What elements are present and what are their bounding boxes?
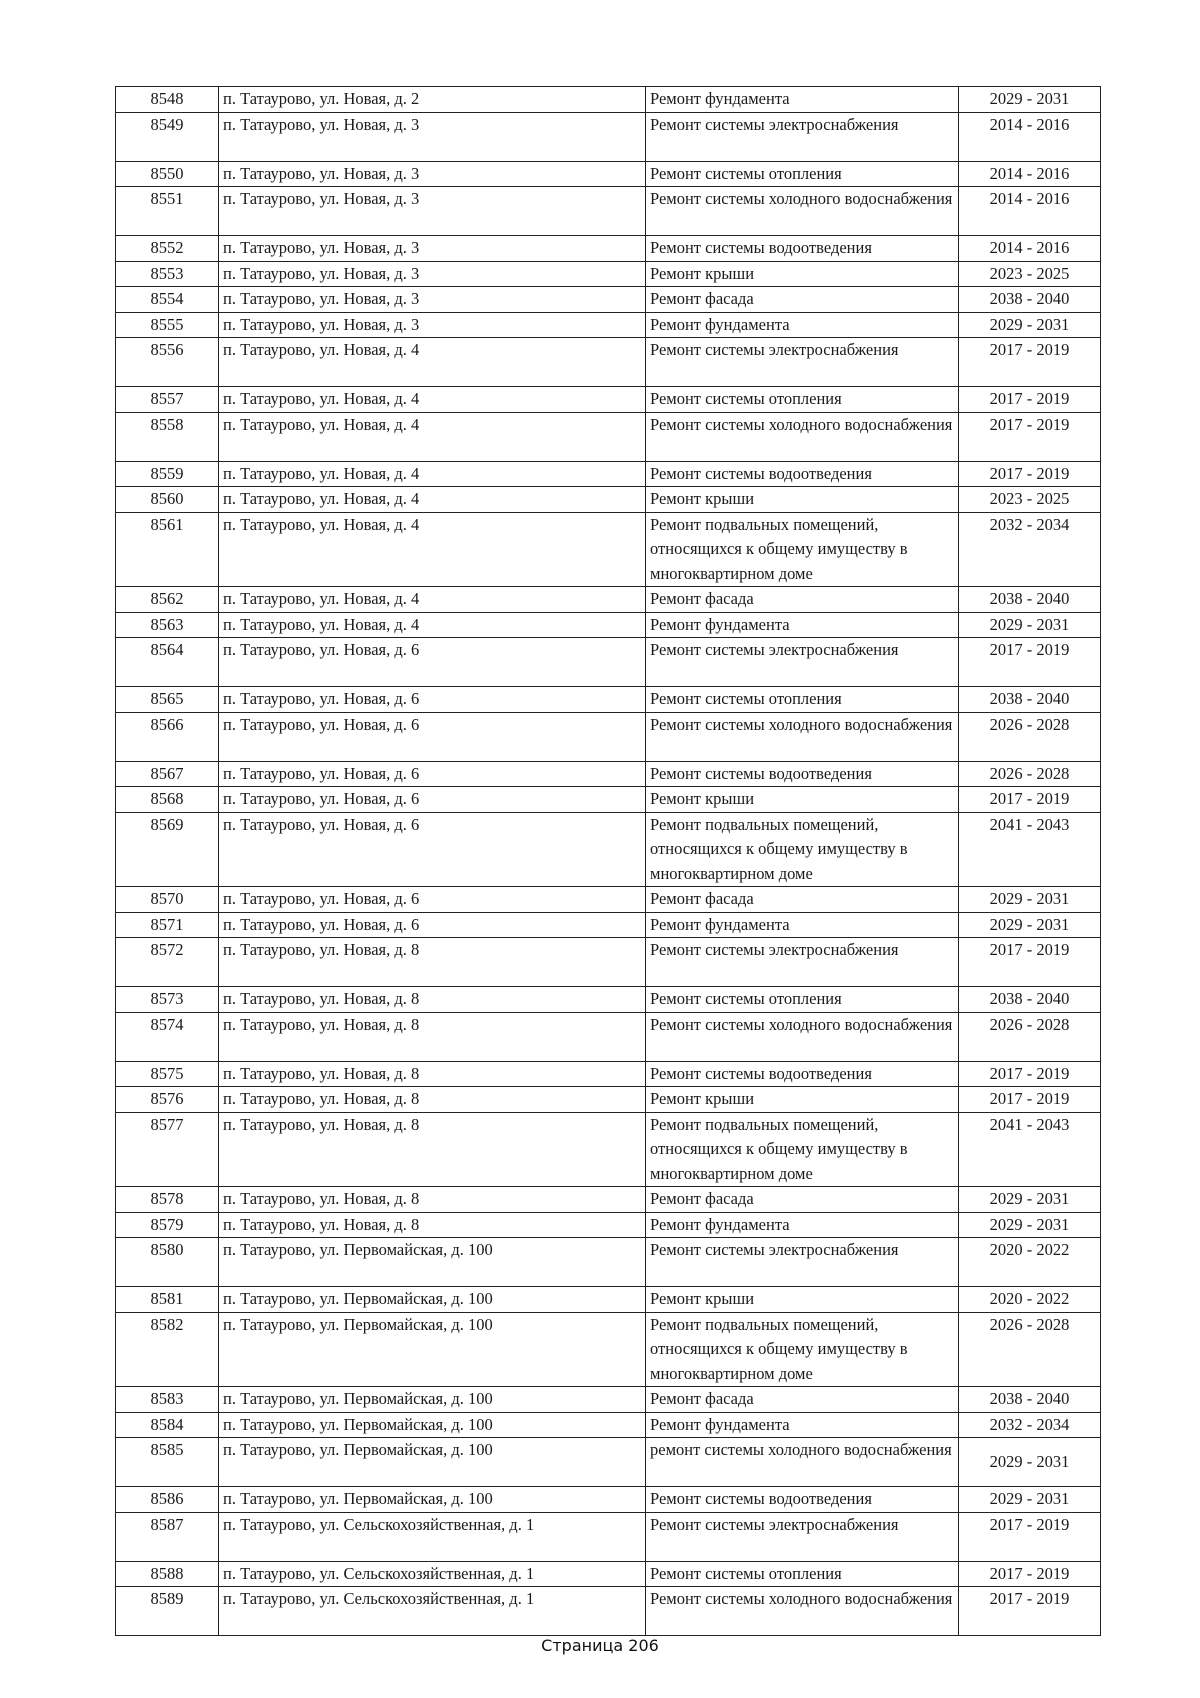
row-period: 2038 - 2040 — [959, 587, 1101, 613]
table-row — [116, 1187, 1101, 1213]
row-period: 2029 - 2031 — [959, 1187, 1101, 1213]
row-work-type: ремонт системы холодного водоснабжения — [646, 1438, 959, 1487]
table-row — [116, 112, 1101, 161]
row-work-type: Ремонт фасада — [646, 887, 959, 913]
table-row — [116, 1238, 1101, 1287]
table-row — [116, 638, 1101, 687]
table-row — [116, 938, 1101, 987]
row-address: п. Татаурово, ул. Новая, д. 8 — [219, 1087, 646, 1113]
row-address: п. Татаурово, ул. Первомайская, д. 100 — [219, 1312, 646, 1387]
row-period: 2017 - 2019 — [959, 638, 1101, 687]
table-row — [116, 1487, 1101, 1513]
row-number: 8549 — [116, 112, 219, 161]
row-address: п. Татаурово, ул. Сельскохозяйственная, д. 1 — [219, 1512, 646, 1561]
table-row — [116, 887, 1101, 913]
row-address: п. Татаурово, ул. Сельскохозяйственная, д. 1 — [219, 1561, 646, 1587]
row-work-type: Ремонт крыши — [646, 1287, 959, 1313]
row-period: 2020 - 2022 — [959, 1287, 1101, 1313]
row-address: п. Татаурово, ул. Новая, д. 3 — [219, 187, 646, 236]
row-number: 8578 — [116, 1187, 219, 1213]
row-period: 2029 - 2031 — [959, 887, 1101, 913]
table-row — [116, 87, 1101, 113]
table-row — [116, 1012, 1101, 1061]
row-work-type: Ремонт системы водоотведения — [646, 761, 959, 787]
row-work-type: Ремонт системы холодного водоснабжения — [646, 712, 959, 761]
row-work-type: Ремонт системы водоотведения — [646, 1061, 959, 1087]
row-period: 2014 - 2016 — [959, 161, 1101, 187]
table-row — [116, 1312, 1101, 1387]
row-number: 8573 — [116, 987, 219, 1013]
row-number: 8577 — [116, 1112, 219, 1187]
row-number: 8583 — [116, 1387, 219, 1413]
row-address: п. Татаурово, ул. Новая, д. 4 — [219, 461, 646, 487]
table-row — [116, 487, 1101, 513]
row-number: 8581 — [116, 1287, 219, 1313]
row-work-type: Ремонт системы холодного водоснабжения — [646, 1587, 959, 1636]
row-period: 2017 - 2019 — [959, 1061, 1101, 1087]
row-work-type: Ремонт системы холодного водоснабжения — [646, 187, 959, 236]
row-work-type: Ремонт системы холодного водоснабжения — [646, 412, 959, 461]
row-period: 2029 - 2031 — [959, 1438, 1101, 1487]
row-work-type: Ремонт системы холодного водоснабжения — [646, 1012, 959, 1061]
row-address: п. Татаурово, ул. Новая, д. 4 — [219, 587, 646, 613]
table-row — [116, 412, 1101, 461]
row-address: п. Татаурово, ул. Первомайская, д. 100 — [219, 1412, 646, 1438]
row-number: 8556 — [116, 338, 219, 387]
row-address: п. Татаурово, ул. Новая, д. 6 — [219, 687, 646, 713]
row-address: п. Татаурово, ул. Новая, д. 4 — [219, 412, 646, 461]
row-address: п. Татаурово, ул. Новая, д. 3 — [219, 287, 646, 313]
table-row — [116, 1061, 1101, 1087]
row-work-type: Ремонт подвальных помещений, относящихся к общему имуществу в многоквартирном доме — [646, 812, 959, 887]
row-period: 2017 - 2019 — [959, 387, 1101, 413]
table-row — [116, 812, 1101, 887]
row-address: п. Татаурово, ул. Новая, д. 8 — [219, 938, 646, 987]
row-work-type: Ремонт крыши — [646, 1087, 959, 1113]
row-period: 2029 - 2031 — [959, 1487, 1101, 1513]
table-row — [116, 712, 1101, 761]
row-period: 2038 - 2040 — [959, 687, 1101, 713]
row-address: п. Татаурово, ул. Новая, д. 6 — [219, 812, 646, 887]
row-work-type: Ремонт системы отопления — [646, 387, 959, 413]
row-period: 2017 - 2019 — [959, 412, 1101, 461]
row-number: 8559 — [116, 461, 219, 487]
row-number: 8588 — [116, 1561, 219, 1587]
row-number: 8557 — [116, 387, 219, 413]
row-work-type: Ремонт фундамента — [646, 912, 959, 938]
row-period: 2017 - 2019 — [959, 1587, 1101, 1636]
row-address: п. Татаурово, ул. Новая, д. 3 — [219, 312, 646, 338]
row-number: 8587 — [116, 1512, 219, 1561]
row-period: 2032 - 2034 — [959, 512, 1101, 587]
row-number: 8571 — [116, 912, 219, 938]
row-address: п. Татаурово, ул. Новая, д. 4 — [219, 612, 646, 638]
table-row — [116, 987, 1101, 1013]
row-address: п. Татаурово, ул. Новая, д. 6 — [219, 638, 646, 687]
row-period: 2026 - 2028 — [959, 712, 1101, 761]
table-row — [116, 236, 1101, 262]
row-work-type: Ремонт системы электроснабжения — [646, 338, 959, 387]
table-body — [116, 87, 1101, 1636]
row-period: 2014 - 2016 — [959, 236, 1101, 262]
table-row — [116, 1112, 1101, 1187]
row-period: 2017 - 2019 — [959, 1561, 1101, 1587]
row-period: 2038 - 2040 — [959, 287, 1101, 313]
table-row — [116, 612, 1101, 638]
row-period: 2026 - 2028 — [959, 1012, 1101, 1061]
row-period: 2017 - 2019 — [959, 1512, 1101, 1561]
row-period: 2026 - 2028 — [959, 761, 1101, 787]
row-number: 8575 — [116, 1061, 219, 1087]
row-period: 2029 - 2031 — [959, 312, 1101, 338]
row-address: п. Татаурово, ул. Сельскохозяйственная, д. 1 — [219, 1587, 646, 1636]
row-address: п. Татаурово, ул. Новая, д. 3 — [219, 261, 646, 287]
table-row — [116, 912, 1101, 938]
row-work-type: Ремонт фасада — [646, 287, 959, 313]
row-work-type: Ремонт системы отопления — [646, 161, 959, 187]
row-address: п. Татаурово, ул. Первомайская, д. 100 — [219, 1238, 646, 1287]
table-row — [116, 787, 1101, 813]
row-work-type: Ремонт крыши — [646, 261, 959, 287]
row-address: п. Татаурово, ул. Новая, д. 8 — [219, 1112, 646, 1187]
row-number: 8572 — [116, 938, 219, 987]
table-row — [116, 512, 1101, 587]
row-number: 8551 — [116, 187, 219, 236]
row-number: 8582 — [116, 1312, 219, 1387]
row-number: 8569 — [116, 812, 219, 887]
row-work-type: Ремонт фундамента — [646, 1412, 959, 1438]
table-row — [116, 687, 1101, 713]
table-row — [116, 1412, 1101, 1438]
row-number: 8548 — [116, 87, 219, 113]
row-address: п. Татаурово, ул. Первомайская, д. 100 — [219, 1387, 646, 1413]
row-work-type: Ремонт фундамента — [646, 612, 959, 638]
row-period: 2020 - 2022 — [959, 1238, 1101, 1287]
row-address: п. Татаурово, ул. Новая, д. 6 — [219, 761, 646, 787]
row-work-type: Ремонт системы отопления — [646, 1561, 959, 1587]
repair-schedule-table — [115, 86, 1101, 1636]
row-work-type: Ремонт фундамента — [646, 1212, 959, 1238]
table-row — [116, 387, 1101, 413]
row-period: 2032 - 2034 — [959, 1412, 1101, 1438]
row-work-type: Ремонт подвальных помещений, относящихся к общему имуществу в многоквартирном доме — [646, 512, 959, 587]
row-address: п. Татаурово, ул. Первомайская, д. 100 — [219, 1487, 646, 1513]
row-period: 2014 - 2016 — [959, 187, 1101, 236]
row-period: 2017 - 2019 — [959, 938, 1101, 987]
row-period: 2041 - 2043 — [959, 1112, 1101, 1187]
row-number: 8564 — [116, 638, 219, 687]
row-address: п. Татаурово, ул. Новая, д. 8 — [219, 1061, 646, 1087]
row-number: 8563 — [116, 612, 219, 638]
row-work-type: Ремонт системы электроснабжения — [646, 638, 959, 687]
table-row — [116, 761, 1101, 787]
row-number: 8553 — [116, 261, 219, 287]
row-address: п. Татаурово, ул. Новая, д. 4 — [219, 387, 646, 413]
row-work-type: Ремонт системы отопления — [646, 987, 959, 1013]
row-address: п. Татаурово, ул. Новая, д. 4 — [219, 512, 646, 587]
row-address: п. Татаурово, ул. Новая, д. 2 — [219, 87, 646, 113]
row-period: 2029 - 2031 — [959, 87, 1101, 113]
table-row — [116, 1287, 1101, 1313]
row-address: п. Татаурово, ул. Новая, д. 6 — [219, 887, 646, 913]
table-row — [116, 1438, 1101, 1487]
row-period: 2023 - 2025 — [959, 487, 1101, 513]
table-row — [116, 1561, 1101, 1587]
row-work-type: Ремонт системы электроснабжения — [646, 938, 959, 987]
table-row — [116, 287, 1101, 313]
row-address: п. Татаурово, ул. Новая, д. 4 — [219, 487, 646, 513]
row-work-type: Ремонт системы электроснабжения — [646, 1238, 959, 1287]
row-address: п. Татаурово, ул. Первомайская, д. 100 — [219, 1287, 646, 1313]
table-row — [116, 338, 1101, 387]
row-period: 2029 - 2031 — [959, 612, 1101, 638]
table-row — [116, 312, 1101, 338]
row-number: 8568 — [116, 787, 219, 813]
row-work-type: Ремонт фундамента — [646, 312, 959, 338]
row-address: п. Татаурово, ул. Новая, д. 8 — [219, 987, 646, 1013]
row-work-type: Ремонт фундамента — [646, 87, 959, 113]
row-number: 8584 — [116, 1412, 219, 1438]
row-work-type: Ремонт системы водоотведения — [646, 236, 959, 262]
table-row — [116, 1512, 1101, 1561]
table-row — [116, 161, 1101, 187]
row-period: 2017 - 2019 — [959, 461, 1101, 487]
row-address: п. Татаурово, ул. Новая, д. 6 — [219, 787, 646, 813]
row-number: 8576 — [116, 1087, 219, 1113]
row-period: 2026 - 2028 — [959, 1312, 1101, 1387]
row-work-type: Ремонт системы электроснабжения — [646, 1512, 959, 1561]
table-row — [116, 261, 1101, 287]
row-number: 8586 — [116, 1487, 219, 1513]
row-number: 8560 — [116, 487, 219, 513]
row-work-type: Ремонт системы электроснабжения — [646, 112, 959, 161]
row-period: 2038 - 2040 — [959, 1387, 1101, 1413]
row-address: п. Татаурово, ул. Новая, д. 6 — [219, 912, 646, 938]
page-number: Страница 206 — [541, 1636, 659, 1655]
row-period: 2017 - 2019 — [959, 787, 1101, 813]
row-period: 2038 - 2040 — [959, 987, 1101, 1013]
row-number: 8570 — [116, 887, 219, 913]
row-number: 8580 — [116, 1238, 219, 1287]
row-period: 2017 - 2019 — [959, 1087, 1101, 1113]
row-number: 8552 — [116, 236, 219, 262]
table-row — [116, 587, 1101, 613]
row-work-type: Ремонт подвальных помещений, относящихся к общему имуществу в многоквартирном доме — [646, 1312, 959, 1387]
row-number: 8574 — [116, 1012, 219, 1061]
row-number: 8567 — [116, 761, 219, 787]
row-number: 8579 — [116, 1212, 219, 1238]
row-period: 2041 - 2043 — [959, 812, 1101, 887]
row-work-type: Ремонт фасада — [646, 1187, 959, 1213]
row-address: п. Татаурово, ул. Новая, д. 8 — [219, 1212, 646, 1238]
row-address: п. Татаурово, ул. Новая, д. 4 — [219, 338, 646, 387]
row-address: п. Татаурово, ул. Новая, д. 3 — [219, 236, 646, 262]
row-period: 2023 - 2025 — [959, 261, 1101, 287]
row-number: 8550 — [116, 161, 219, 187]
row-period: 2029 - 2031 — [959, 912, 1101, 938]
row-address: п. Татаурово, ул. Новая, д. 3 — [219, 161, 646, 187]
row-number: 8562 — [116, 587, 219, 613]
table-row — [116, 461, 1101, 487]
row-work-type: Ремонт системы водоотведения — [646, 461, 959, 487]
row-number: 8565 — [116, 687, 219, 713]
table-row — [116, 1212, 1101, 1238]
row-number: 8566 — [116, 712, 219, 761]
row-period: 2014 - 2016 — [959, 112, 1101, 161]
row-work-type: Ремонт системы отопления — [646, 687, 959, 713]
row-work-type: Ремонт системы водоотведения — [646, 1487, 959, 1513]
row-work-type: Ремонт крыши — [646, 787, 959, 813]
row-work-type: Ремонт подвальных помещений, относящихся к общему имуществу в многоквартирном доме — [646, 1112, 959, 1187]
table-row — [116, 1387, 1101, 1413]
row-number: 8554 — [116, 287, 219, 313]
row-address: п. Татаурово, ул. Новая, д. 8 — [219, 1187, 646, 1213]
row-work-type: Ремонт крыши — [646, 487, 959, 513]
table-row — [116, 1087, 1101, 1113]
row-address: п. Татаурово, ул. Новая, д. 8 — [219, 1012, 646, 1061]
row-address: п. Татаурово, ул. Новая, д. 3 — [219, 112, 646, 161]
row-work-type: Ремонт фасада — [646, 1387, 959, 1413]
table-row — [116, 1587, 1101, 1636]
row-address: п. Татаурово, ул. Первомайская, д. 100 — [219, 1438, 646, 1487]
row-period: 2029 - 2031 — [959, 1212, 1101, 1238]
row-number: 8555 — [116, 312, 219, 338]
row-period: 2017 - 2019 — [959, 338, 1101, 387]
row-number: 8561 — [116, 512, 219, 587]
table-row — [116, 187, 1101, 236]
row-number: 8558 — [116, 412, 219, 461]
row-number: 8589 — [116, 1587, 219, 1636]
row-address: п. Татаурово, ул. Новая, д. 6 — [219, 712, 646, 761]
row-number: 8585 — [116, 1438, 219, 1487]
row-work-type: Ремонт фасада — [646, 587, 959, 613]
